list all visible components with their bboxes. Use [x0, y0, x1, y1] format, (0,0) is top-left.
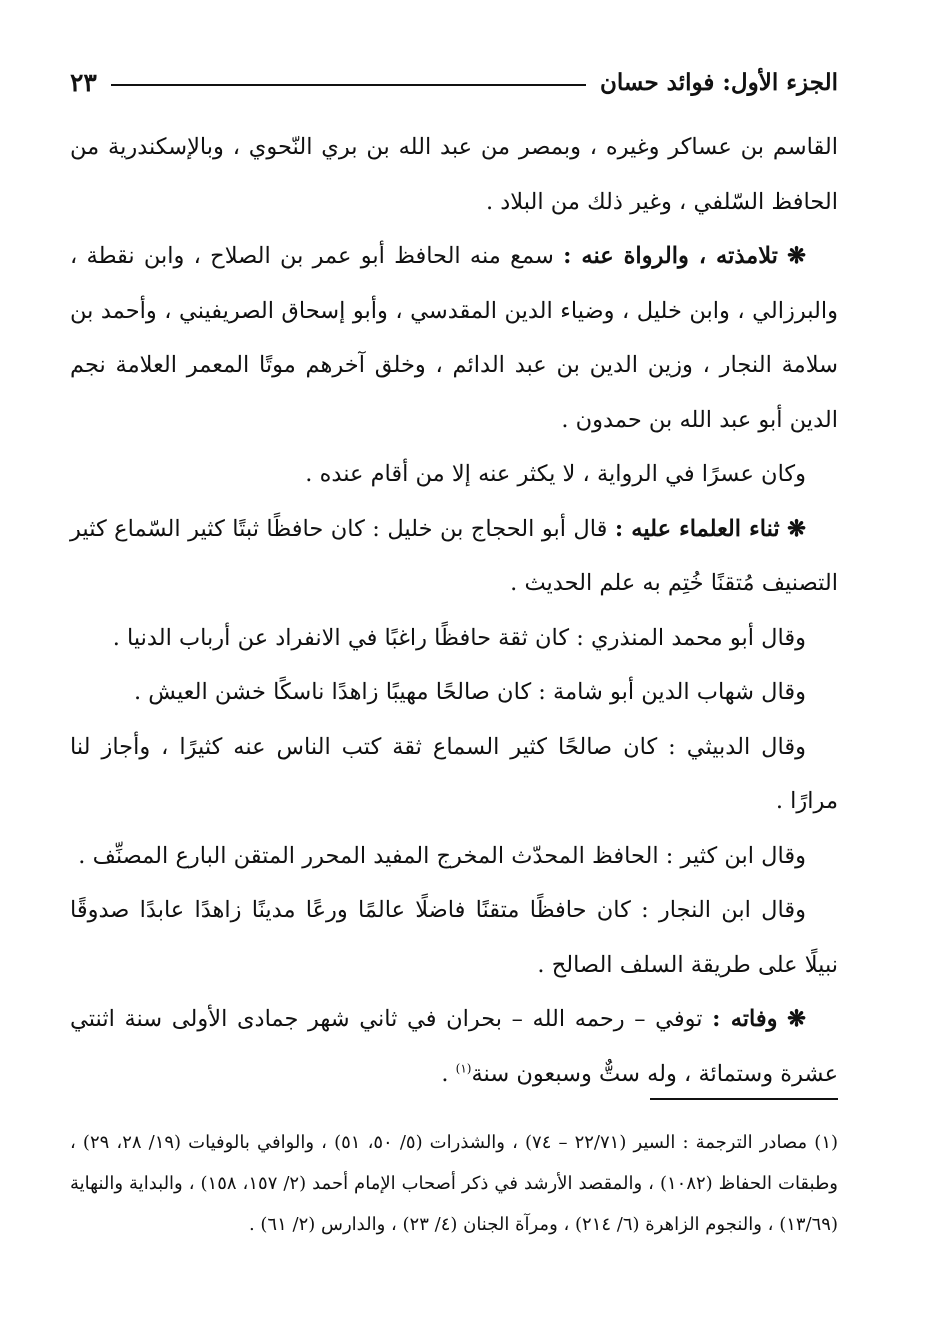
paragraph-ibn-kathir: وقال ابن كثير : الحافظ المحدّث المخرج المفيد المحرر المتقن البارع المصنِّف .: [78, 842, 806, 869]
section-heading-praise: ثناء العلماء عليه :: [614, 515, 780, 542]
header-title: الجزء الأول: فوائد حسان: [600, 68, 838, 96]
paragraph-mundhiri: وقال أبو محمد المنذري : كان ثقة حافظًا راغبًا في الانفراد عن أرباب الدنيا .: [112, 624, 806, 651]
footnote-section: [70, 1122, 838, 1245]
death-text-end: .: [441, 1060, 456, 1087]
star-icon: ❋: [787, 1006, 807, 1032]
star-icon: ❋: [787, 243, 806, 269]
page-number: ٢٣: [70, 67, 97, 97]
header-rule: [111, 84, 586, 86]
running-header: [70, 62, 838, 102]
main-text: [70, 120, 838, 1101]
paragraph-dubaythi: وقال الدبيثي : كان صالحًا كثير السماع ثقة كتب الناس عنه كثيرًا ، وأجاز لنا مرارًا .: [70, 733, 838, 814]
paragraph-ibn-najjar: وقال ابن النجار : كان حافظًا متقنًا فاضلًا عالمًا ورعًا مدينًا زاهدًا عابدًا صدوقًا نبيلًا على طريقة السلف الصالح .: [70, 897, 838, 978]
footnote-separator: [650, 1098, 838, 1100]
footnote-1: (١) مصادر الترجمة : السير (٢٢/٧١ – ٧٤) ، والشذرات (٥/ ٥٠، ٥١) ، والوافي بالوفيات (١٩/ ٢٨، ٢٩) ، وطبقات الحفاظ (١٠٨٢) ، والمقصد الأرشد في ذكر أصحاب الإمام أحمد (٢/ ١٥٧، ١٥٨) ، والبداية والنهاية (١٣/٦٩) ، والنجوم الزاهرة (٦/ ٢١٤) ، ومرآة الجنان (٤/ ٢٣) ، والدارس (٢/ ٦١) .: [70, 1132, 839, 1235]
paragraph-abu-shama: وقال شهاب الدين أبو شامة : كان صالحًا مهيبًا زاهدًا ناسكًا خشن العيش .: [133, 679, 806, 705]
students-text: سمع منه الحافظ أبو عمر بن الصلاح ، وابن نقطة ، والبرزالي ، وابن خليل ، وضياء الدين المقدسي ، وأبو إسحاق الصريفيني ، وأحمد بن سلامة النجار ، وزين الدين بن عبد الدائم ، وخلق آخرهم موتًا المعمر العلامة نجم الدين أبو عبد الله بن حمدون .: [70, 243, 838, 433]
star-icon: ❋: [787, 515, 806, 542]
footnote-reference[interactable]: (١): [455, 1061, 472, 1075]
section-heading-students: تلامذته ، والرواة عنه :: [563, 243, 778, 269]
section-heading-death: وفاته :: [712, 1006, 778, 1032]
praise-text: قال أبو الحجاج بن خليل : كان حافظًا ثبتًا كثير السّماع كثير التصنيف مُتقنًا خُتِم به علم الحديث .: [70, 515, 838, 596]
death-text: توفي – رحمه الله – بحران في ثاني شهر جمادى الأولى سنة اثنتي عشرة وستمائة ، وله ستٌّ وسبعون سنة: [70, 1006, 838, 1087]
paragraph-praise: [70, 502, 838, 611]
paragraph-students: [70, 229, 838, 447]
paragraph-narration: وكان عسرًا في الرواية ، لا يكثر عنه إلا من أقام عنده .: [305, 461, 806, 487]
paragraph-teachers-continued: القاسم بن عساكر وغيره ، وبمصر من عبد الله بن بري النّحوي ، وبالإسكندرية من الحافظ السّلفي ، وغير ذلك من البلاد .: [70, 134, 838, 215]
paragraph-death: [70, 992, 838, 1101]
